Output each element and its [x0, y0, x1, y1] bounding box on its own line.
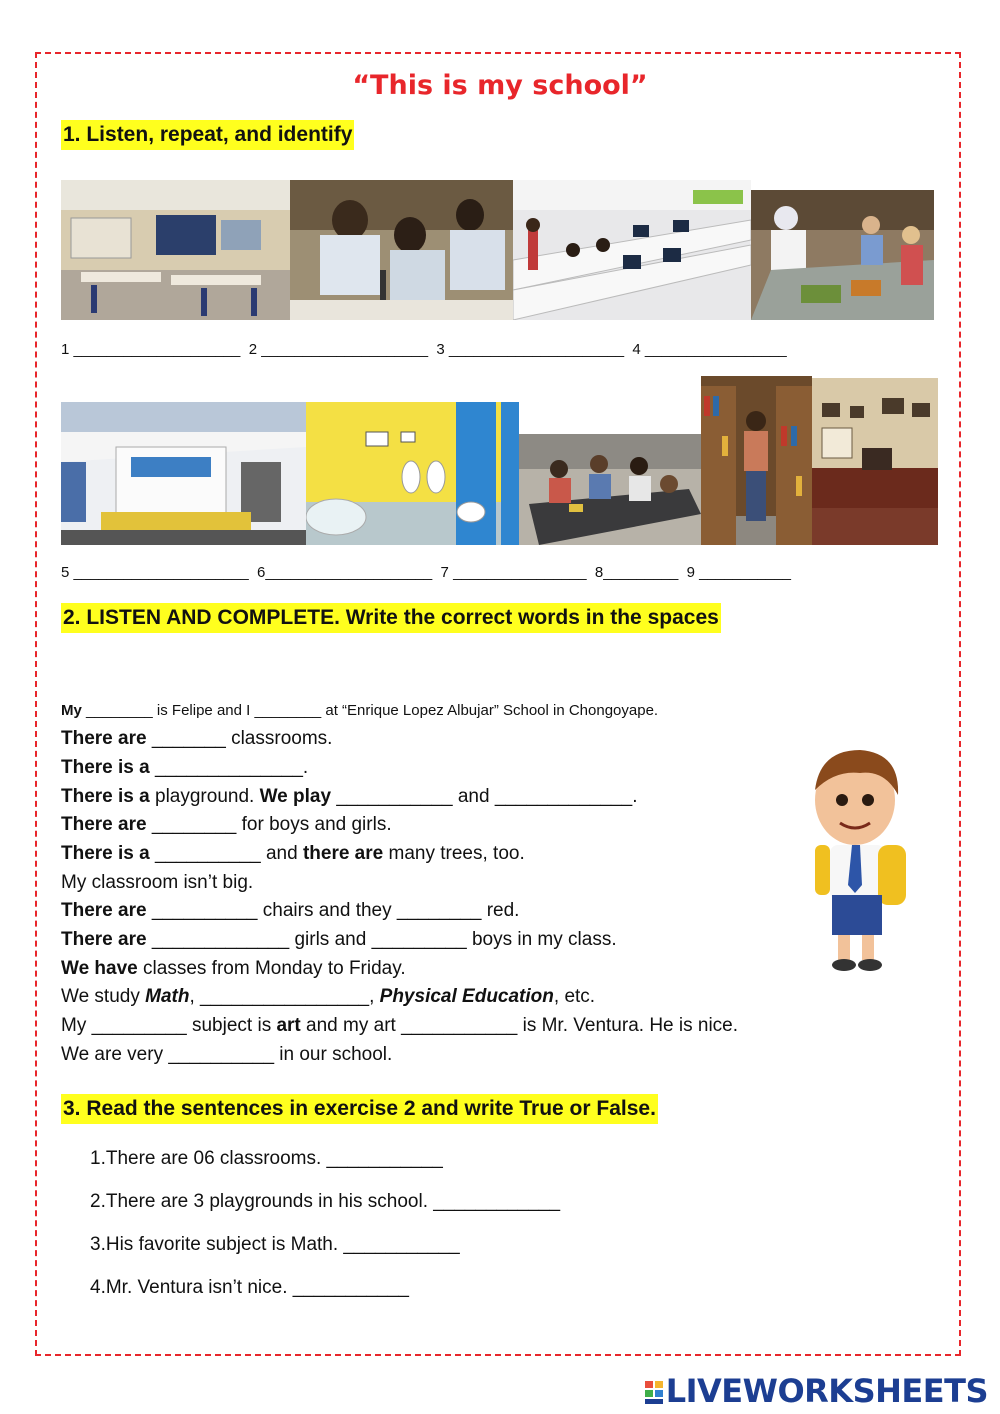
liveworksheets-logo: LIVEWORKSHEETS — [645, 1372, 988, 1410]
section3-heading: 3. Read the sentences in exercise 2 and write True or False. — [61, 1094, 658, 1124]
true-false-item: 3.His favorite subject is Math. ___________ — [90, 1234, 460, 1255]
passage-line-5: There are ________ for boys and girls. — [61, 814, 392, 835]
worksheet-title: “This is my school” — [352, 70, 648, 101]
meeting-room-photo — [519, 434, 701, 545]
liveworksheets-logo-icon — [645, 1375, 663, 1401]
true-false-item: 2.There are 3 playgrounds in his school. ____________ — [90, 1191, 561, 1212]
true-false-item: 4.Mr. Ventura isn’t nice. ___________ — [90, 1277, 410, 1298]
passage-line-6: There is a __________ and there are many trees, too. — [61, 843, 525, 864]
passage-line-12: My _________ subject is art and my art ___________ is Mr. Ventura. He is nice. — [61, 1015, 739, 1036]
section2-heading: 2. LISTEN AND COMPLETE. Write the correct words in the spaces — [61, 603, 721, 633]
cafeteria-photo — [751, 190, 934, 320]
row2-answer-labels: 5 _____________________ 6____________________ 7 ________________ 8_________ 9 ___________ — [61, 564, 791, 581]
true-false-item: 1.There are 06 classrooms. ___________ — [90, 1148, 443, 1169]
schoolboy-illustration — [800, 745, 915, 975]
laboratory-photo — [290, 180, 513, 320]
computer-room-photo — [513, 180, 751, 320]
passage-line-1: My ________ is Felipe and I ________ at “Enrique Lopez Albujar” School in Chongoyape. — [61, 702, 659, 719]
passage-line-2: There are _______ classrooms. — [61, 728, 333, 749]
auditorium-photo — [61, 402, 306, 545]
bathroom-photo — [306, 402, 519, 545]
row1-answer-labels: 1 ____________________ 2 ____________________ 3 _____________________ 4 _________________ — [61, 341, 787, 358]
passage-line-13: We are very __________ in our school. — [61, 1044, 393, 1065]
passage-line-11: We study Math, ________________, Physical Education, etc. — [61, 986, 596, 1007]
passage-line-9: There are _____________ girls and _________ boys in my class. — [61, 929, 617, 950]
section1-heading: 1. Listen, repeat, and identify — [61, 120, 354, 150]
passage-line-10: We have classes from Monday to Friday. — [61, 958, 406, 979]
passage-line-3: There is a ______________. — [61, 757, 309, 778]
passage-line-8: There are __________ chairs and they ________ red. — [61, 900, 520, 921]
passage-line-4: There is a playground. We play ___________ and _____________. — [61, 786, 638, 807]
classroom-photo — [61, 180, 290, 320]
library-photo — [701, 376, 812, 545]
passage-line-7: My classroom isn’t big. — [61, 872, 254, 893]
office-photo — [812, 378, 938, 545]
